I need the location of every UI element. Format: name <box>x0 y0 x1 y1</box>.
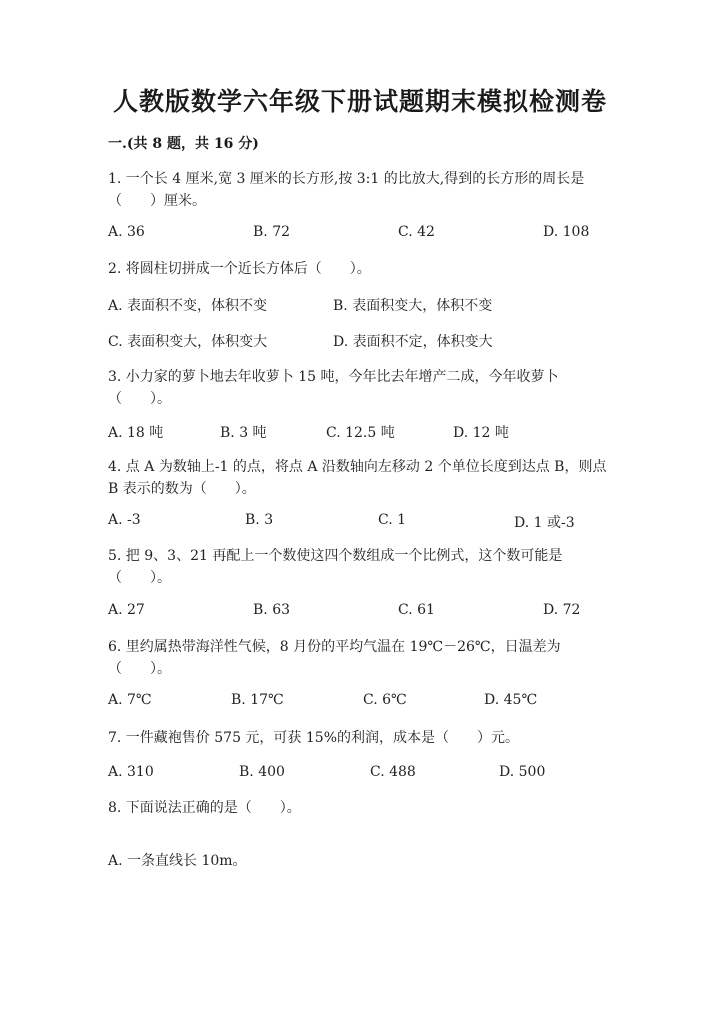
question-1-option-d[interactable]: D. 108 <box>543 224 590 240</box>
question-5-option-a[interactable]: A. 27 <box>108 602 145 618</box>
question-4 <box>108 456 608 500</box>
question-3-line1: 3. 小力家的萝卜地去年收萝卜 15 吨，今年比去年增产二成，今年收萝卜 <box>108 369 559 385</box>
question-5-option-b[interactable]: B. 63 <box>253 602 291 618</box>
question-5-option-d[interactable]: D. 72 <box>543 602 581 618</box>
question-6-option-b[interactable]: B. 17℃ <box>231 692 284 708</box>
question-5-line2: （ ）。 <box>108 570 171 586</box>
question-7-option-b[interactable]: B. 400 <box>239 764 285 780</box>
question-1-line1: 1. 一个长 4 厘米,宽 3 厘米的长方形,按 3:1 的比放大,得到的长方形的周长是 <box>108 171 585 187</box>
question-4-option-c[interactable]: C. 1 <box>378 512 407 528</box>
question-7-option-d[interactable]: D. 500 <box>499 764 546 780</box>
question-2 <box>108 258 608 280</box>
question-2-option-b[interactable]: B. 表面积变大，体积不变 <box>333 298 493 314</box>
question-3-option-c[interactable]: C. 12.5 吨 <box>326 425 395 441</box>
question-6-option-d[interactable]: D. 45℃ <box>484 692 538 708</box>
question-3-line2: （ ）。 <box>108 391 171 407</box>
question-5-line1: 5. 把 9、3、21 再配上一个数使这四个数组成一个比例式，这个数可能是 <box>108 548 563 564</box>
question-2-line1: 2. 将圆柱切拼成一个近长方体后（ ）。 <box>108 261 371 277</box>
question-8-option-a[interactable]: A. 一条直线长 10m。 <box>108 853 247 869</box>
question-2-option-d[interactable]: D. 表面积不定，体积变大 <box>333 334 493 350</box>
question-8-line1: 8. 下面说法正确的是（ ）。 <box>108 800 301 816</box>
question-2-option-a[interactable]: A. 表面积不变，体积不变 <box>108 298 268 314</box>
question-4-option-a[interactable]: A. -3 <box>108 512 141 528</box>
question-2-option-c[interactable]: C. 表面积变大，体积变大 <box>108 334 268 350</box>
question-4-option-d[interactable]: D. 1 或-3 <box>514 515 575 531</box>
question-7-line1: 7. 一件藏袍售价 575 元，可获 15%的利润，成本是（ ）元。 <box>108 730 519 746</box>
question-3 <box>108 366 608 410</box>
question-5-option-c[interactable]: C. 61 <box>398 602 435 618</box>
question-4-line2: B 表示的数为（ ）。 <box>108 481 256 497</box>
section-heading: 一.(共 8 题，共 16 分) <box>108 136 259 152</box>
question-5 <box>108 545 608 589</box>
question-1-option-b[interactable]: B. 72 <box>253 224 291 240</box>
question-3-option-b[interactable]: B. 3 吨 <box>220 425 267 441</box>
question-7-option-a[interactable]: A. 310 <box>108 764 154 780</box>
question-3-option-d[interactable]: D. 12 吨 <box>453 425 509 441</box>
question-6-option-a[interactable]: A. 7℃ <box>108 692 152 708</box>
question-1-option-a[interactable]: A. 36 <box>108 224 145 240</box>
question-3-option-a[interactable]: A. 18 吨 <box>108 425 164 441</box>
question-4-line1: 4. 点 A 为数轴上-1 的点，将点 A 沿数轴向左移动 2 个单位长度到达点 B，则点 <box>108 459 607 475</box>
question-1-option-c[interactable]: C. 42 <box>398 224 435 240</box>
question-4-option-b[interactable]: B. 3 <box>245 512 274 528</box>
question-6-line1: 6. 里约属热带海洋性气候，8 月份的平均气温在 19℃－26℃，日温差为 <box>108 639 561 655</box>
question-7-option-c[interactable]: C. 488 <box>370 764 416 780</box>
question-6-line2: （ ）。 <box>108 661 171 677</box>
question-6 <box>108 636 608 680</box>
question-1 <box>108 168 608 212</box>
page-title: 人教版数学六年级下册试题期末模拟检测卷 <box>112 87 607 116</box>
question-6-option-c[interactable]: C. 6℃ <box>363 692 407 708</box>
question-7 <box>108 727 608 749</box>
question-8 <box>108 797 608 819</box>
question-1-line2: （ ）厘米。 <box>108 193 206 209</box>
